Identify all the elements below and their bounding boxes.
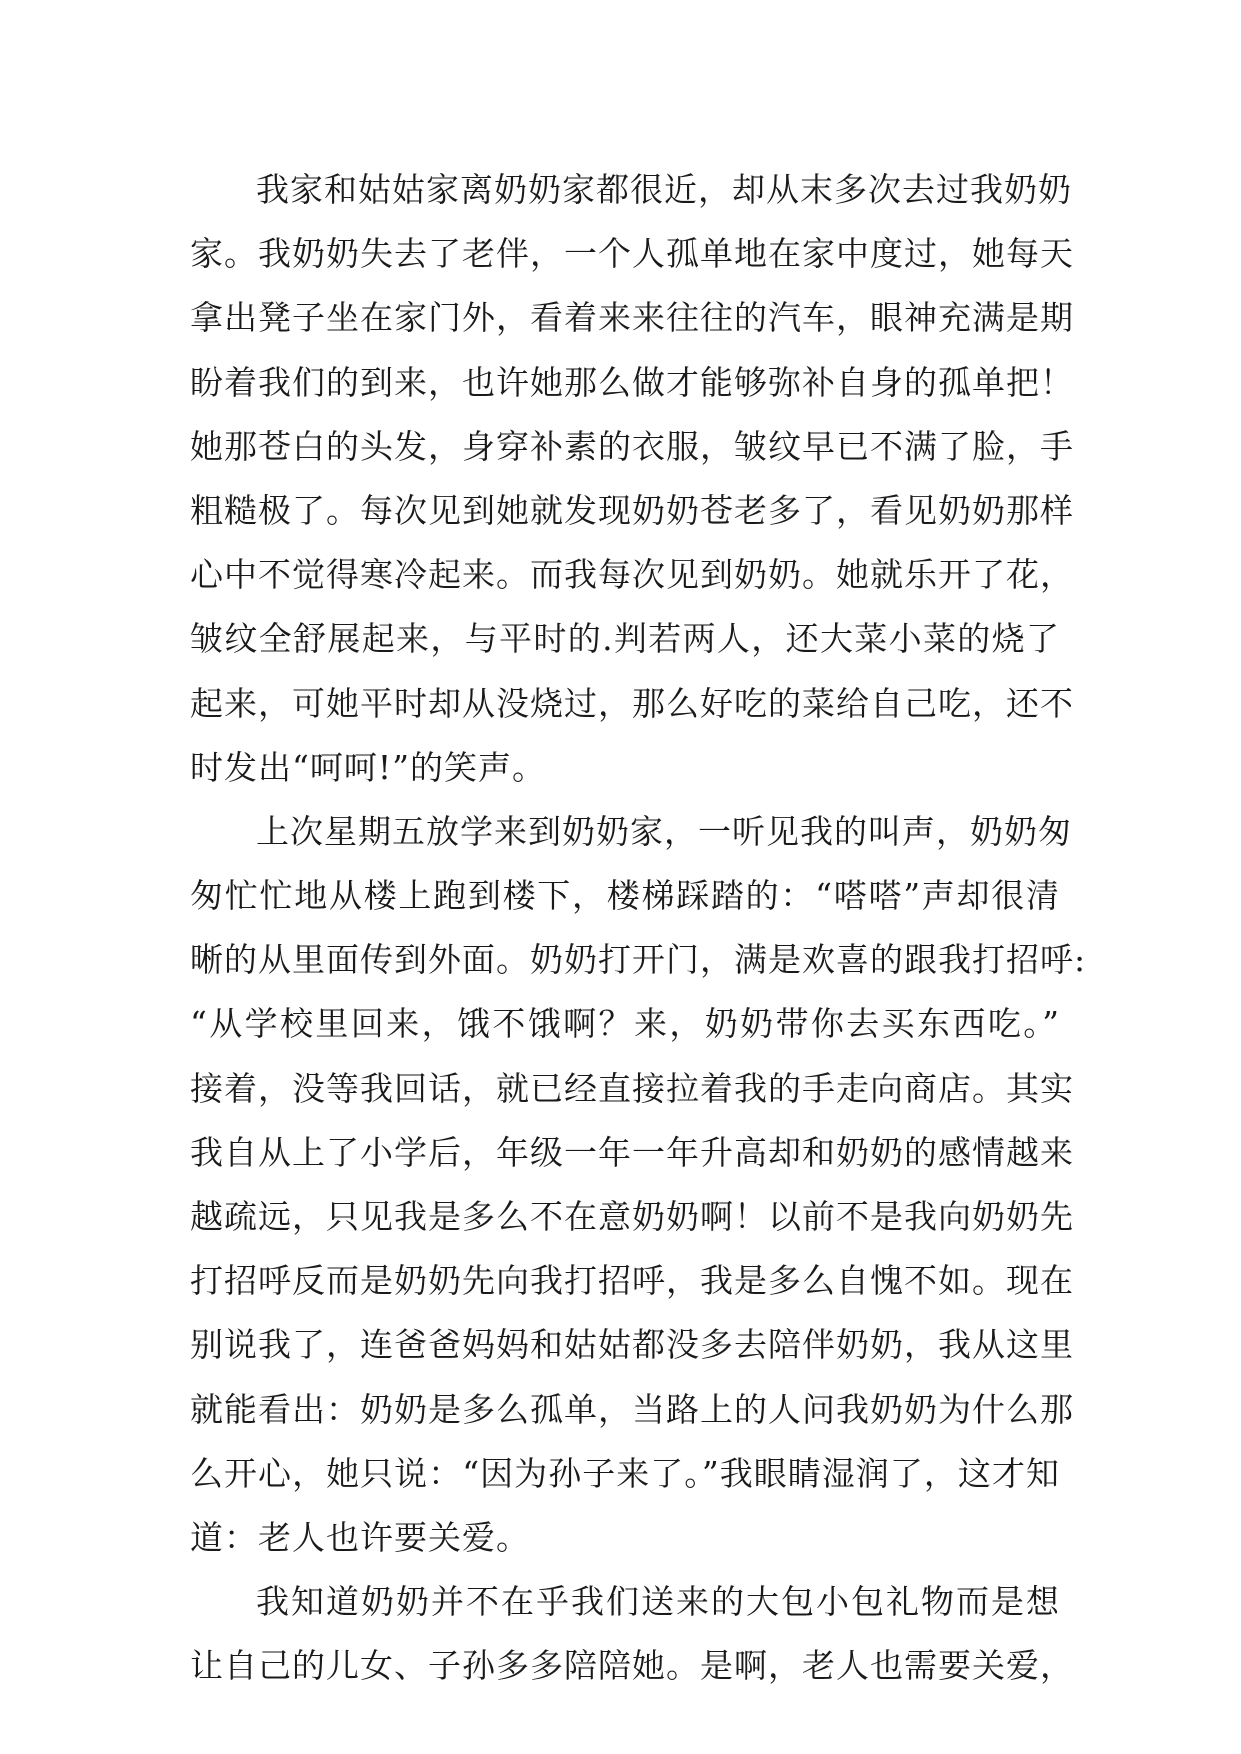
text-line: 上次星期五放学来到奶奶家，一听见我的叫声，奶奶匆 [256, 811, 1072, 851]
text-line: 么开心，她只说：“因为孙子来了。”我眼睛湿润了，这才知 [190, 1453, 1060, 1493]
text-line: 心中不觉得寒冷起来。而我每次见到奶奶。她就乐开了花， [190, 555, 1074, 595]
text-line: 打招呼反而是奶奶先向我打招呼，我是多么自愧不如。现在 [190, 1261, 1074, 1301]
essay-body [190, 158, 1087, 1699]
text-line: 拿出凳子坐在家门外，看着来来往往的汽车，眼神充满是期 [190, 298, 1074, 338]
text-line: 家。我奶奶失去了老伴，一个人孤单地在家中度过，她每天 [190, 234, 1074, 274]
text-line: 皱纹全舒展起来，与平时的.判若两人，还大菜小菜的烧了 [190, 619, 1060, 659]
text-line: 匆忙忙地从楼上跑到楼下，楼梯踩踏的：“嗒嗒”声却很清 [190, 876, 1060, 916]
text-line: 她那苍白的头发，身穿补素的衣服，皱纹早已不满了脸，手 [190, 426, 1074, 466]
text-line: 别说我了，连爸爸妈妈和姑姑都没多去陪伴奶奶，我从这里 [190, 1325, 1074, 1365]
paragraph-1 [190, 158, 1074, 800]
text-line: 我自从上了小学后，年级一年一年升高却和奶奶的感情越来 [190, 1132, 1074, 1172]
text-line: 盼着我们的到来，也许她那么做才能够弥补自身的孤单把！ [190, 362, 1074, 402]
text-line: 晰的从里面传到外面。奶奶打开门，满是欢喜的跟我打招呼: [190, 940, 1087, 980]
text-line: 时发出“呵呵!”的笑声。 [190, 747, 547, 787]
text-line: 我家和姑姑家离奶奶家都很近，却从末多次去过我奶奶 [256, 170, 1072, 209]
text-line: 起来，可她平时却从没烧过，那么好吃的菜给自己吃，还不 [190, 683, 1074, 723]
paragraph-2 [190, 800, 1087, 1570]
text-line: 粗糙极了。每次见到她就发现奶奶苍老多了，看见奶奶那样 [190, 490, 1074, 530]
paragraph-3 [190, 1570, 1074, 1698]
text-line: 让自己的儿女、子孙多多陪陪她。是啊，老人也需要关爱， [190, 1646, 1074, 1686]
text-line: 道：老人也许要关爱。 [190, 1517, 530, 1557]
text-line: 就能看出：奶奶是多么孤单，当路上的人问我奶奶为什么那 [190, 1389, 1074, 1429]
text-line: 我知道奶奶并不在乎我们送来的大包小包礼物而是想 [256, 1582, 1060, 1622]
text-line: 越疏远，只见我是多么不在意奶奶啊！以前不是我向奶奶先 [190, 1197, 1074, 1236]
text-line: “从学校里回来，饿不饿啊？来，奶奶带你去买东西吃。” [190, 1004, 1060, 1044]
text-line: 接着，没等我回话，就已经直接拉着我的手走向商店。其实 [190, 1068, 1074, 1108]
